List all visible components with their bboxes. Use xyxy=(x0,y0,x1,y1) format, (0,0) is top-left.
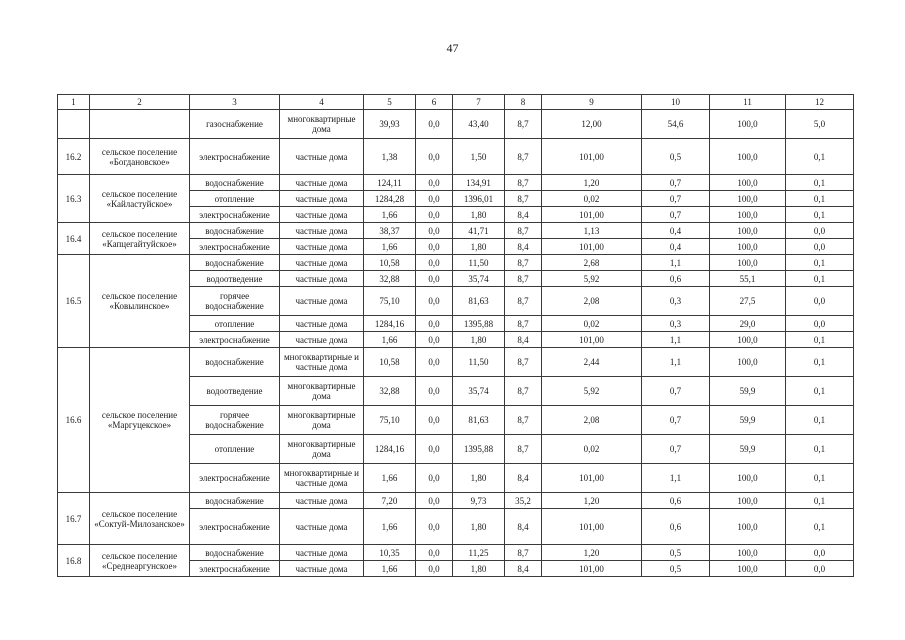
value-cell: 8,7 xyxy=(505,287,542,316)
settlement-cell: сельское поселение «Среднеаргунское» xyxy=(90,545,190,577)
value-cell: 0,1 xyxy=(786,435,854,464)
service-cell: водоснабжение xyxy=(190,175,280,191)
value-cell: 1,80 xyxy=(453,509,505,545)
value-cell: 9,73 xyxy=(453,493,505,509)
housing-type-cell: частные дома xyxy=(280,316,364,332)
value-cell: 54,6 xyxy=(642,110,710,139)
value-cell: 1,66 xyxy=(364,239,416,255)
value-cell: 100,0 xyxy=(710,191,786,207)
value-cell: 1395,88 xyxy=(453,435,505,464)
housing-type-cell: частные дома xyxy=(280,493,364,509)
value-cell: 101,00 xyxy=(542,464,642,493)
value-cell: 1,20 xyxy=(542,545,642,561)
value-cell: 100,0 xyxy=(710,223,786,239)
value-cell: 100,0 xyxy=(710,348,786,377)
value-cell: 8,4 xyxy=(505,561,542,577)
value-cell: 1,1 xyxy=(642,255,710,271)
value-cell: 1,66 xyxy=(364,332,416,348)
value-cell: 75,10 xyxy=(364,287,416,316)
value-cell: 55,1 xyxy=(710,271,786,287)
service-cell: водоснабжение xyxy=(190,223,280,239)
value-cell: 100,0 xyxy=(710,139,786,175)
service-cell: водоснабжение xyxy=(190,493,280,509)
item-number-cell: 16.8 xyxy=(58,545,90,577)
value-cell: 59,9 xyxy=(710,435,786,464)
value-cell: 1,38 xyxy=(364,139,416,175)
value-cell: 0,1 xyxy=(786,271,854,287)
page-number: 47 xyxy=(446,41,459,55)
service-cell: отопление xyxy=(190,435,280,464)
housing-type-cell: частные дома xyxy=(280,207,364,223)
value-cell: 0,02 xyxy=(542,191,642,207)
value-cell: 10,35 xyxy=(364,545,416,561)
table-row xyxy=(58,110,854,139)
service-cell: горячее водоснабжение xyxy=(190,287,280,316)
value-cell: 0,02 xyxy=(542,435,642,464)
value-cell: 8,4 xyxy=(505,509,542,545)
value-cell: 1284,16 xyxy=(364,316,416,332)
value-cell: 8,7 xyxy=(505,406,542,435)
value-cell: 101,00 xyxy=(542,207,642,223)
value-cell: 0,7 xyxy=(642,175,710,191)
value-cell: 100,0 xyxy=(710,561,786,577)
value-cell: 1,13 xyxy=(542,223,642,239)
value-cell: 8,7 xyxy=(505,223,542,239)
table-row xyxy=(58,223,854,239)
value-cell: 0,0 xyxy=(416,139,453,175)
value-cell: 5,92 xyxy=(542,377,642,406)
value-cell: 11,25 xyxy=(453,545,505,561)
value-cell: 8,7 xyxy=(505,377,542,406)
value-cell: 8,7 xyxy=(505,271,542,287)
housing-type-cell: частные дома xyxy=(280,191,364,207)
value-cell: 0,5 xyxy=(642,561,710,577)
value-cell: 35,74 xyxy=(453,377,505,406)
table-row xyxy=(58,139,854,175)
value-cell: 8,7 xyxy=(505,545,542,561)
housing-type-cell: многоквартирные дома xyxy=(280,377,364,406)
housing-type-cell: многоквартирные и частные дома xyxy=(280,348,364,377)
value-cell: 0,1 xyxy=(786,377,854,406)
value-cell: 32,88 xyxy=(364,377,416,406)
housing-type-cell: частные дома xyxy=(280,271,364,287)
value-cell: 0,1 xyxy=(786,509,854,545)
value-cell: 0,0 xyxy=(416,464,453,493)
value-cell: 8,4 xyxy=(505,239,542,255)
value-cell: 0,1 xyxy=(786,191,854,207)
value-cell: 0,0 xyxy=(416,271,453,287)
value-cell: 1,80 xyxy=(453,332,505,348)
value-cell: 1,80 xyxy=(453,239,505,255)
value-cell: 0,1 xyxy=(786,139,854,175)
value-cell: 81,63 xyxy=(453,406,505,435)
value-cell: 100,0 xyxy=(710,207,786,223)
table-row xyxy=(58,493,854,509)
table-row xyxy=(58,348,854,377)
service-cell: горячее водоснабжение xyxy=(190,406,280,435)
value-cell: 8,7 xyxy=(505,139,542,175)
housing-type-cell: частные дома xyxy=(280,139,364,175)
value-cell: 1,1 xyxy=(642,464,710,493)
value-cell: 0,6 xyxy=(642,493,710,509)
table-row xyxy=(58,255,854,271)
value-cell: 101,00 xyxy=(542,509,642,545)
value-cell: 0,7 xyxy=(642,435,710,464)
housing-type-cell: многоквартирные дома xyxy=(280,110,364,139)
tariff-table xyxy=(57,94,854,577)
value-cell: 0,0 xyxy=(416,207,453,223)
value-cell: 0,0 xyxy=(416,348,453,377)
value-cell: 0,0 xyxy=(416,110,453,139)
column-header: 4 xyxy=(280,95,364,110)
housing-type-cell: частные дома xyxy=(280,561,364,577)
value-cell: 8,7 xyxy=(505,175,542,191)
value-cell: 0,7 xyxy=(642,377,710,406)
value-cell: 0,0 xyxy=(786,239,854,255)
value-cell: 101,00 xyxy=(542,332,642,348)
column-header: 8 xyxy=(505,95,542,110)
value-cell: 8,7 xyxy=(505,191,542,207)
item-number-cell: 16.3 xyxy=(58,175,90,223)
value-cell: 1395,88 xyxy=(453,316,505,332)
item-number-cell xyxy=(58,110,90,139)
service-cell: отопление xyxy=(190,316,280,332)
column-header: 12 xyxy=(786,95,854,110)
value-cell: 5,92 xyxy=(542,271,642,287)
housing-type-cell: частные дома xyxy=(280,255,364,271)
housing-type-cell: частные дома xyxy=(280,239,364,255)
value-cell: 100,0 xyxy=(710,110,786,139)
service-cell: электроснабжение xyxy=(190,509,280,545)
value-cell: 0,5 xyxy=(642,139,710,175)
value-cell: 8,7 xyxy=(505,435,542,464)
value-cell: 1,66 xyxy=(364,561,416,577)
value-cell: 0,3 xyxy=(642,316,710,332)
value-cell: 0,0 xyxy=(416,493,453,509)
value-cell: 0,1 xyxy=(786,207,854,223)
value-cell: 2,68 xyxy=(542,255,642,271)
value-cell: 81,63 xyxy=(453,287,505,316)
column-header: 10 xyxy=(642,95,710,110)
value-cell: 101,00 xyxy=(542,561,642,577)
value-cell: 1284,16 xyxy=(364,435,416,464)
column-header: 11 xyxy=(710,95,786,110)
settlement-cell: сельское поселение «Ковылинское» xyxy=(90,255,190,348)
value-cell: 0,4 xyxy=(642,239,710,255)
value-cell: 8,7 xyxy=(505,348,542,377)
value-cell: 41,71 xyxy=(453,223,505,239)
value-cell: 8,7 xyxy=(505,255,542,271)
value-cell: 1,20 xyxy=(542,493,642,509)
value-cell: 1,80 xyxy=(453,207,505,223)
value-cell: 101,00 xyxy=(542,139,642,175)
value-cell: 7,20 xyxy=(364,493,416,509)
service-cell: электроснабжение xyxy=(190,207,280,223)
value-cell: 1,1 xyxy=(642,332,710,348)
value-cell: 100,0 xyxy=(710,509,786,545)
settlement-cell: сельское поселение «Соктуй-Милозанское» xyxy=(90,493,190,545)
value-cell: 0,7 xyxy=(642,406,710,435)
settlement-cell: сельское поселение «Кайластуйское» xyxy=(90,175,190,223)
value-cell: 2,08 xyxy=(542,287,642,316)
value-cell: 101,00 xyxy=(542,239,642,255)
value-cell: 5,0 xyxy=(786,110,854,139)
item-number-cell: 16.6 xyxy=(58,348,90,493)
settlement-cell: сельское поселение «Маргуцекское» xyxy=(90,348,190,493)
service-cell: водоотведение xyxy=(190,377,280,406)
value-cell: 100,0 xyxy=(710,255,786,271)
value-cell: 0,0 xyxy=(786,316,854,332)
service-cell: водоснабжение xyxy=(190,255,280,271)
value-cell: 1,20 xyxy=(542,175,642,191)
value-cell: 59,9 xyxy=(710,406,786,435)
value-cell: 0,1 xyxy=(786,464,854,493)
value-cell: 0,1 xyxy=(786,175,854,191)
value-cell: 100,0 xyxy=(710,239,786,255)
value-cell: 0,6 xyxy=(642,509,710,545)
value-cell: 75,10 xyxy=(364,406,416,435)
value-cell: 0,0 xyxy=(786,545,854,561)
value-cell: 1,80 xyxy=(453,464,505,493)
value-cell: 1,1 xyxy=(642,348,710,377)
value-cell: 1,80 xyxy=(453,561,505,577)
value-cell: 0,6 xyxy=(642,271,710,287)
housing-type-cell: частные дома xyxy=(280,175,364,191)
value-cell: 27,5 xyxy=(710,287,786,316)
table-body xyxy=(58,95,854,577)
service-cell: отопление xyxy=(190,191,280,207)
item-number-cell: 16.4 xyxy=(58,223,90,255)
value-cell: 0,7 xyxy=(642,207,710,223)
item-number-cell: 16.2 xyxy=(58,139,90,175)
value-cell: 0,7 xyxy=(642,191,710,207)
service-cell: водоснабжение xyxy=(190,348,280,377)
housing-type-cell: многоквартирные дома xyxy=(280,406,364,435)
table-row xyxy=(58,545,854,561)
value-cell: 11,50 xyxy=(453,348,505,377)
value-cell: 0,1 xyxy=(786,348,854,377)
value-cell: 35,2 xyxy=(505,493,542,509)
service-cell: электроснабжение xyxy=(190,139,280,175)
value-cell: 38,37 xyxy=(364,223,416,239)
value-cell: 0,0 xyxy=(416,435,453,464)
value-cell: 100,0 xyxy=(710,493,786,509)
settlement-cell: сельское поселение «Богдановское» xyxy=(90,139,190,175)
value-cell: 0,0 xyxy=(416,509,453,545)
service-cell: электроснабжение xyxy=(190,239,280,255)
value-cell: 0,0 xyxy=(416,406,453,435)
column-header: 5 xyxy=(364,95,416,110)
value-cell: 0,0 xyxy=(416,175,453,191)
settlement-cell xyxy=(90,110,190,139)
value-cell: 8,4 xyxy=(505,464,542,493)
service-cell: водоснабжение xyxy=(190,545,280,561)
value-cell: 0,0 xyxy=(786,287,854,316)
value-cell: 0,1 xyxy=(786,406,854,435)
column-header: 6 xyxy=(416,95,453,110)
value-cell: 0,1 xyxy=(786,493,854,509)
value-cell: 0,1 xyxy=(786,332,854,348)
value-cell: 1,66 xyxy=(364,207,416,223)
value-cell: 0,0 xyxy=(416,255,453,271)
value-cell: 1284,28 xyxy=(364,191,416,207)
value-cell: 1,50 xyxy=(453,139,505,175)
table-row xyxy=(58,175,854,191)
service-cell: электроснабжение xyxy=(190,464,280,493)
value-cell: 1,66 xyxy=(364,509,416,545)
value-cell: 59,9 xyxy=(710,377,786,406)
value-cell: 0,0 xyxy=(416,239,453,255)
column-header: 1 xyxy=(58,95,90,110)
value-cell: 8,7 xyxy=(505,316,542,332)
service-cell: газоснабжение xyxy=(190,110,280,139)
value-cell: 100,0 xyxy=(710,464,786,493)
value-cell: 0,0 xyxy=(416,561,453,577)
value-cell: 29,0 xyxy=(710,316,786,332)
value-cell: 8,4 xyxy=(505,332,542,348)
value-cell: 10,58 xyxy=(364,255,416,271)
value-cell: 124,11 xyxy=(364,175,416,191)
column-header: 7 xyxy=(453,95,505,110)
value-cell: 8,7 xyxy=(505,110,542,139)
housing-type-cell: частные дома xyxy=(280,332,364,348)
value-cell: 35,74 xyxy=(453,271,505,287)
housing-type-cell: частные дома xyxy=(280,509,364,545)
value-cell: 0,0 xyxy=(416,287,453,316)
value-cell: 100,0 xyxy=(710,545,786,561)
column-header: 3 xyxy=(190,95,280,110)
housing-type-cell: частные дома xyxy=(280,545,364,561)
value-cell: 0,3 xyxy=(642,287,710,316)
value-cell: 0,1 xyxy=(786,255,854,271)
value-cell: 43,40 xyxy=(453,110,505,139)
settlement-cell: сельское поселение «Капцегайтуйское» xyxy=(90,223,190,255)
value-cell: 11,50 xyxy=(453,255,505,271)
value-cell: 134,91 xyxy=(453,175,505,191)
item-number-cell: 16.7 xyxy=(58,493,90,545)
header-row xyxy=(58,95,854,110)
value-cell: 39,93 xyxy=(364,110,416,139)
item-number-cell: 16.5 xyxy=(58,255,90,348)
value-cell: 0,0 xyxy=(416,377,453,406)
housing-type-cell: многоквартирные дома xyxy=(280,435,364,464)
value-cell: 32,88 xyxy=(364,271,416,287)
value-cell: 0,5 xyxy=(642,545,710,561)
service-cell: водоотведение xyxy=(190,271,280,287)
value-cell: 8,4 xyxy=(505,207,542,223)
value-cell: 1396,01 xyxy=(453,191,505,207)
value-cell: 100,0 xyxy=(710,175,786,191)
housing-type-cell: многоквартирные и частные дома xyxy=(280,464,364,493)
value-cell: 0,0 xyxy=(416,332,453,348)
value-cell: 0,0 xyxy=(416,316,453,332)
value-cell: 0,0 xyxy=(416,191,453,207)
value-cell: 0,0 xyxy=(416,545,453,561)
value-cell: 2,08 xyxy=(542,406,642,435)
column-header: 2 xyxy=(90,95,190,110)
value-cell: 12,00 xyxy=(542,110,642,139)
service-cell: электроснабжение xyxy=(190,561,280,577)
value-cell: 1,66 xyxy=(364,464,416,493)
housing-type-cell: частные дома xyxy=(280,223,364,239)
value-cell: 0,0 xyxy=(786,561,854,577)
value-cell: 10,58 xyxy=(364,348,416,377)
column-header: 9 xyxy=(542,95,642,110)
value-cell: 0,0 xyxy=(786,223,854,239)
service-cell: электроснабжение xyxy=(190,332,280,348)
value-cell: 100,0 xyxy=(710,332,786,348)
value-cell: 0,0 xyxy=(416,223,453,239)
value-cell: 0,02 xyxy=(542,316,642,332)
value-cell: 0,4 xyxy=(642,223,710,239)
housing-type-cell: частные дома xyxy=(280,287,364,316)
value-cell: 2,44 xyxy=(542,348,642,377)
